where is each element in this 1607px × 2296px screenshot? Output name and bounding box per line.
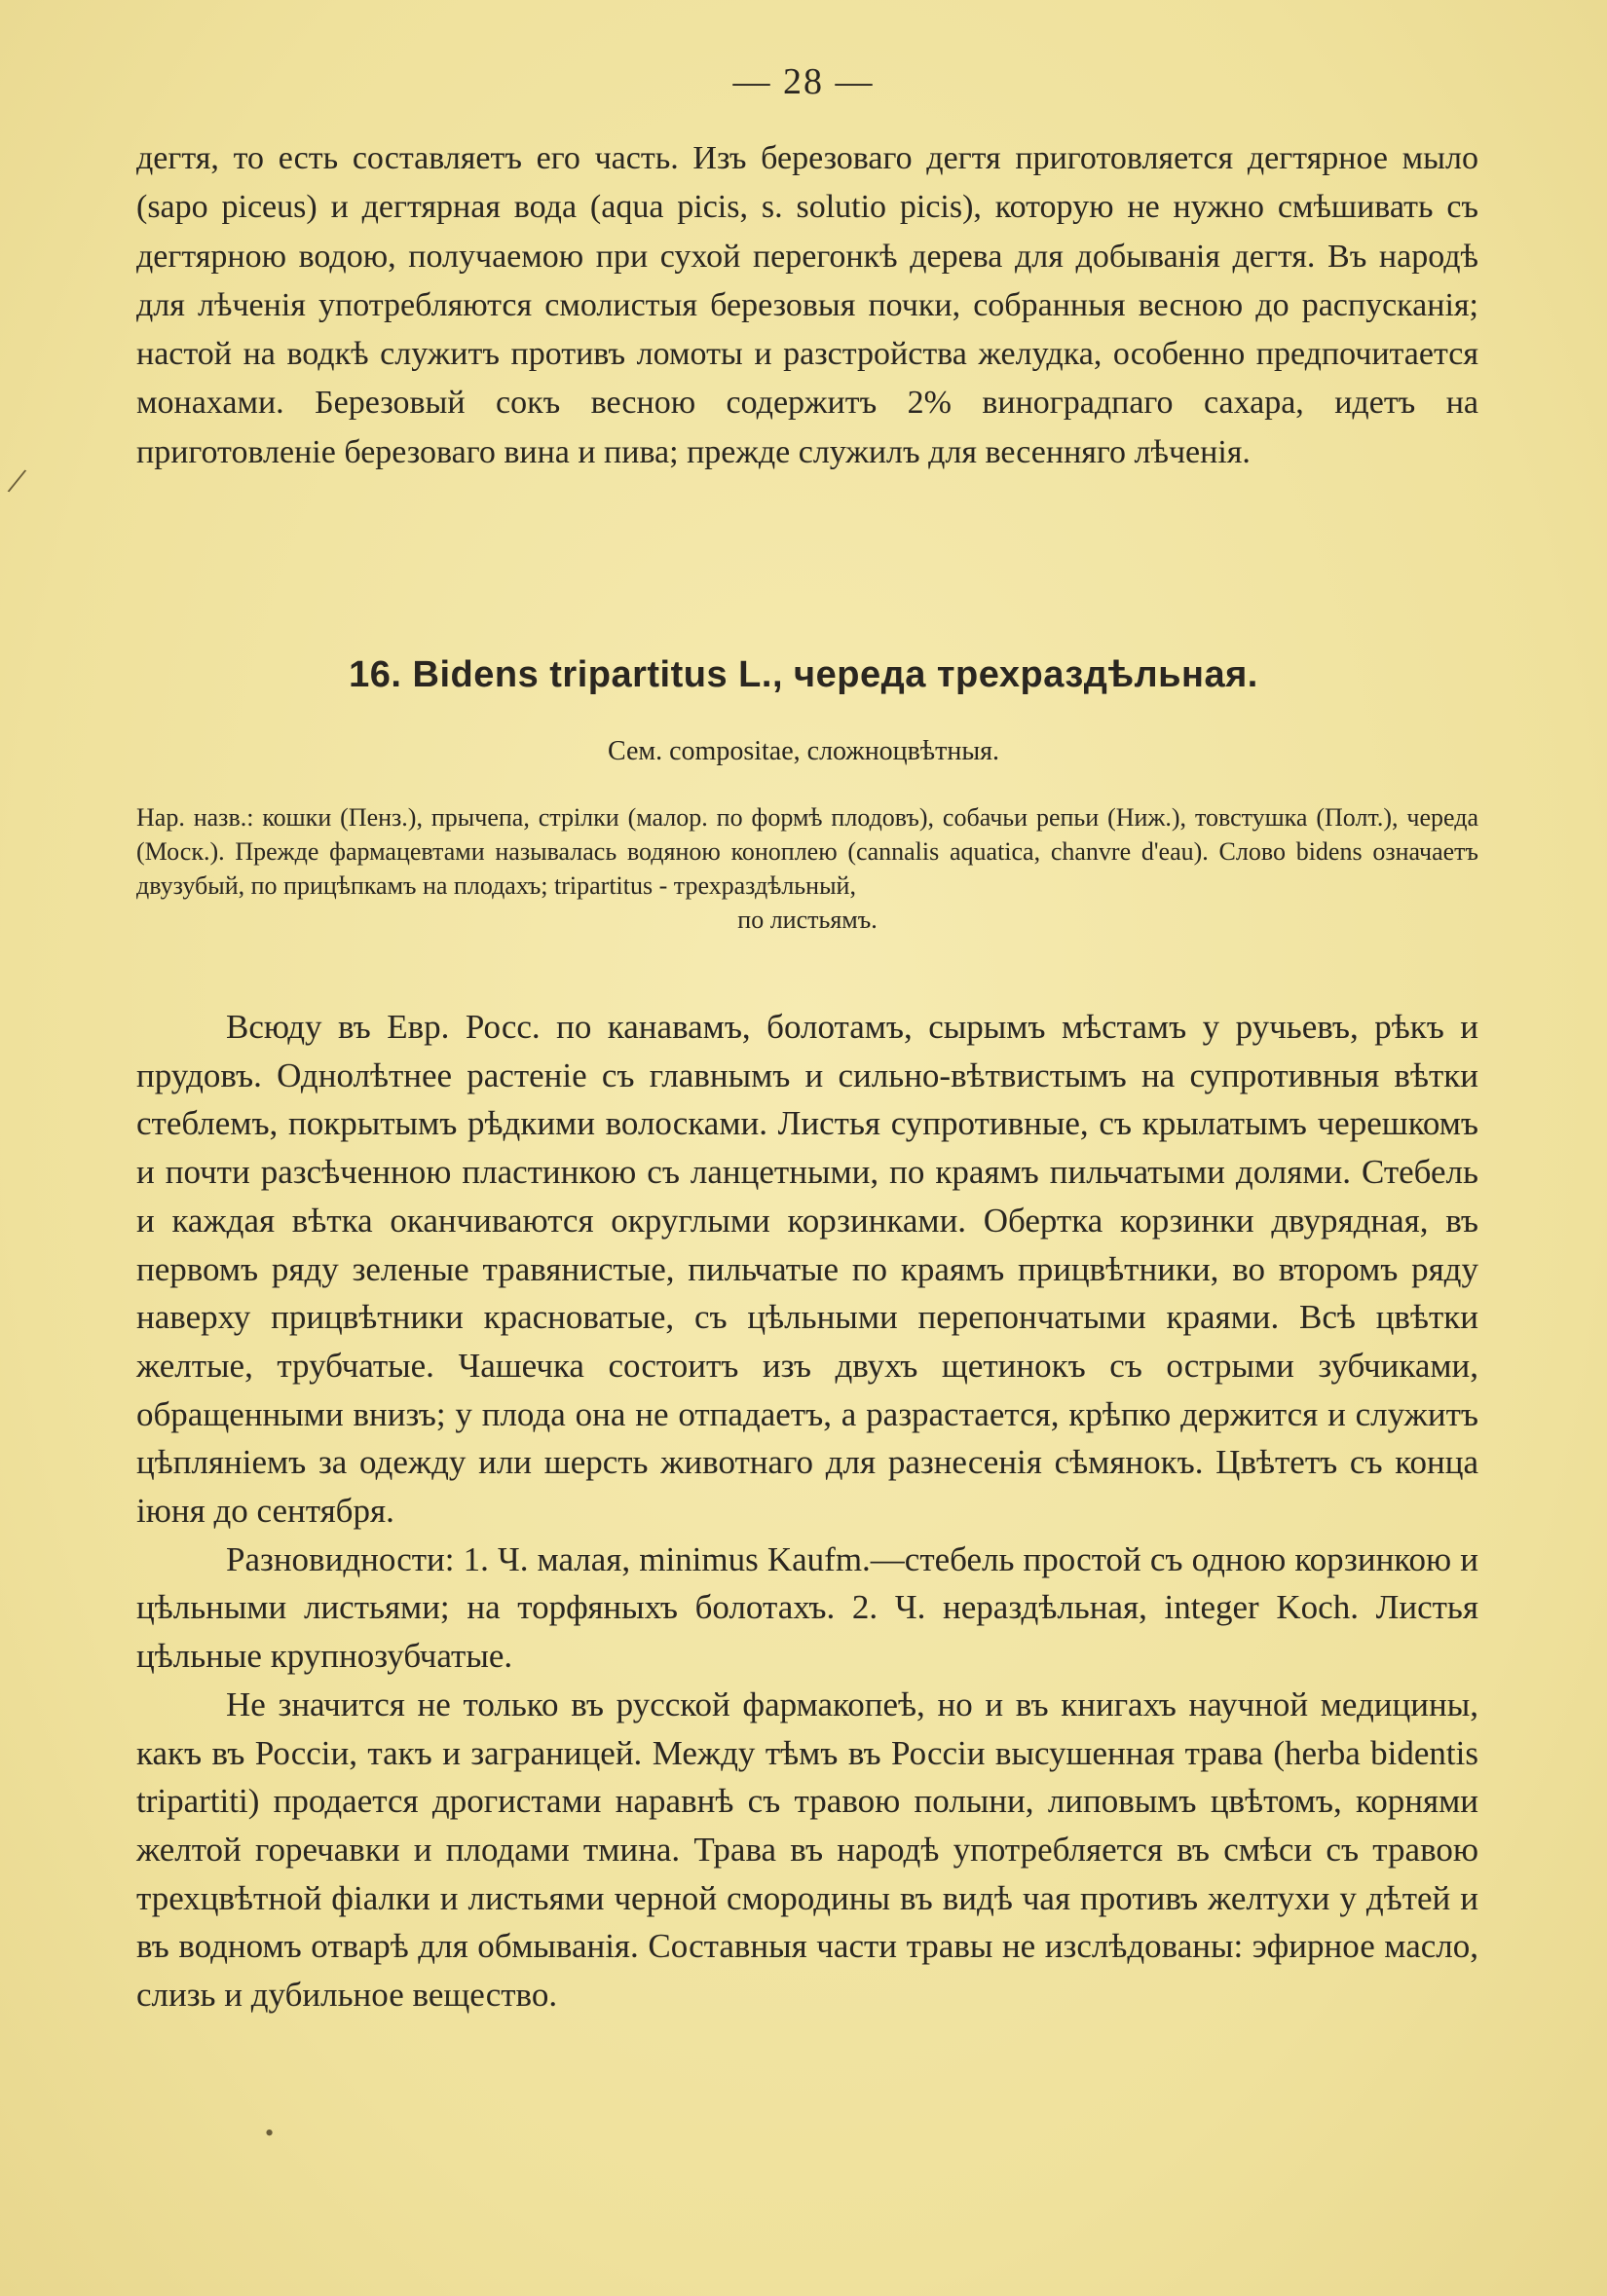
folk-names-text: Нар. назв.: кошки (Пенз.), прычепа, стрілки (малор. по формѣ плодовъ), собачьи репьи (Ниж.), товстушка (Полт.), череда (Моск.). Прежде фармацевтами называлась водяною коноплею (cannalis aquatica, chanvre d'eau). Слово bidens означаетъ двузубый, по прицѣпкамъ на плодахъ; tripartitus - трехраздѣльный, [136, 803, 1478, 900]
usage-paragraph: Не значится не только въ русской фармакопеѣ, но и въ книгахъ научной медицины, какъ въ Россіи, такъ и заграницей. Между тѣмъ въ Россіи высушенная трава (herba bidentis tripartiti) продается дрогистами наравнѣ съ травою полыни, липовымъ цвѣтомъ, корнями желтой горечавки и плодами тмина. Трава въ народѣ употребляется въ смѣси съ травою трехцвѣтной фіалки и листьями черной смородины въ видѣ чая противъ желтухи у дѣтей и въ водномъ отварѣ для обмыванія. Составныя части травы не изслѣдованы: эфирное масло, слизь и дубильное вещество. [136, 1685, 1478, 2015]
intro-paragraph-text: дегтя, то есть составляетъ его часть. Изъ березоваго дегтя приготовляется дегтярное мыло (sapo piceus) и дегтярная вода (aqua picis, s. solutio picis), которую не нужно смѣшивать съ дегтярною водою, получаемою при сухой перегонкѣ дерева для добыванія дегтя. Въ народѣ для лѣченія употребляются смолистыя березовыя почки, собранныя весною до распусканія; настой на водкѣ служитъ противъ ломоты и разстройства желудка, особенно предпочитается монахами. Березовый сокъ весною содержитъ 2% виноградпаго сахара, идетъ на приготовленіе березоваго вина и пива; прежде служилъ для весенняго лѣченія. [136, 140, 1478, 470]
margin-mark: / [4, 458, 30, 503]
page-number: — 28 — [732, 61, 875, 102]
ink-dot: • [265, 2119, 275, 2147]
section-heading: 16. Bidens tripartitus L., череда трехраздѣльная. [349, 654, 1258, 695]
description-paragraph: Всюду въ Евр. Росс. по канавамъ, болотамъ, сырымъ мѣстамъ у ручьевъ, рѣкъ и прудовъ. Однолѣтнее растеніе съ главнымъ и сильно-вѣтвистымъ на супротивныя вѣтки стеблемъ, покрытымъ рѣдкими волосками. Листья супротивные, съ крылатымъ черешкомъ и почти разсѣченною пластинкою съ ланцетными, по краямъ пильчатыми долями. Стебель и каждая вѣтка оканчиваются округлыми корзинками. Обертка корзинки двурядная, въ первомъ ряду зеленые травянистые, пильчатые по краямъ прицвѣтники, во второмъ ряду наверху прицвѣтники красноватые, съ цѣльными перепончатыми краями. Всѣ цвѣтки желтые, трубчатые. Чашечка состоитъ изъ двухъ щетинокъ съ острыми зубчиками, обращенными внизъ; у плода она не отпадаетъ, а разрастается, крѣпко держится и служитъ цѣпляніемъ за одежду или шерсть животнаго для разнесенія сѣмянокъ. Цвѣтетъ съ конца іюня до сентября. [136, 1008, 1478, 1531]
folk-names-last-line: по листьямъ. [737, 906, 878, 934]
varieties-paragraph: Разновидности: 1. Ч. малая, minimus Kaufm.—стебель простой съ одною корзинкою и цѣльными листьями; на торфяныхъ болотахъ. 2. Ч. нераздѣльная, integer Koch. Листья цѣльные крупнозубчатые. [136, 1539, 1478, 1676]
description-block [136, 1003, 1478, 2019]
intro-paragraph [136, 134, 1478, 477]
plant-family: Сем. compositae, сложноцвѣтныя. [607, 736, 1000, 766]
folk-names-block [136, 800, 1478, 937]
